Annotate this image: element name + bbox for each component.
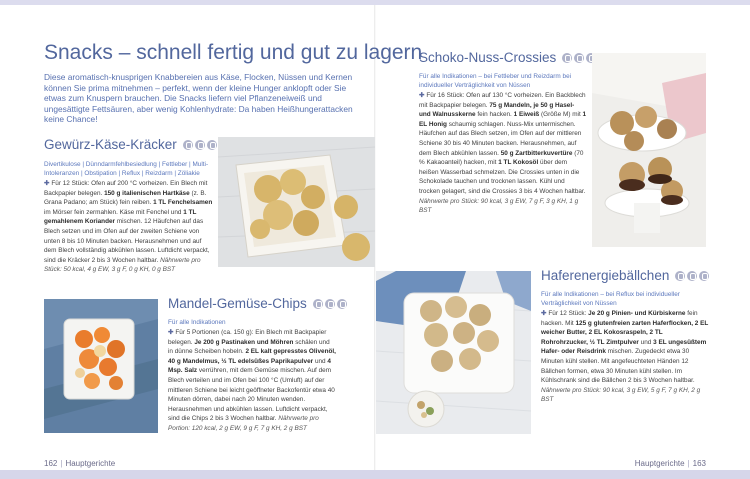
recipe-heading-chips [168,296,347,311]
section-label: Hauptgerichte [65,459,116,468]
storage-jar-icon [687,271,697,281]
recipe-body-chips: ✚ Für 5 Portionen (ca. 150 g): Ein Blech mit Backpapier belegen. Je 200 g Pastinaken und Möhren schälen und in dünne Scheiben hobeln. 2 EL kalt gepresstes Olivenöl, 40 g Mandelmus, ½ TL edelsüßes Paprikapulver und 4 Msp. Salz verrühren, mit dem Gemüse mischen. Auf dem Blech verteilen und im Ofen bei 100 °C (Umluft) auf der mittleren Schiene bei leicht geöffneter Backofentür etwa 40 Minuten dörren, dabei nach 20 Minuten wenden. Herausnehmen und abkühlen lassen. Luftdicht verpackt, sind die Chips 2 bis 3 Wochen haltbar. Nährwerte pro Portion: 120 kcal, 2 g EW, 9 g F, 7 g KH, 2 g BST [168,329,336,432]
recipe-body-crossies: ✚ Für 16 Stück: Ofen auf 130 °C vorheizen. Ein Backblech mit Backpapier belegen. 75 g Mandeln, je 50 g Hasel- und Walnusskerne fein hacken. 1 Eiweiß (Größe M) mit 1 EL Honig schaumig schlagen. Nuss-Mix untermischen. Häufchen auf das Blech setzen, im Ofen auf der mittleren Schiene 30 bis 40 Minuten backen. Herausnehmen, auf dem Blech abkühlen lassen. 50 g Zartbitterkuvertüre (70 % Kakaoanteil) hacken, mit 1 TL Kokosöl über dem heißen Wasserbad schmelzen. Die Crossies unten in die Schokolade tauchen und trocknen lassen. Kühl und trocken gelagert, sind die Crossies 3 bis 4 Wochen haltbar. Nährwerte pro Stück: 90 kcal, 3 g EW, 7 g F, 3 g KH, 1 g BST [419,92,587,215]
footer-left [44,459,115,468]
section-label: Hauptgerichte [634,459,685,468]
recipe-body-kraecker: ✚ Für 12 Stück: Ofen auf 200 °C vorheizen. Ein Blech mit Backpapier belegen. 150 g italienischen Hartkäse (z. B. Grana Padano; am Stück) fein reiben. 1 TL Fenchelsamen im Mörser fein zermahlen. Käse mit Fenchel und 1 TL gemahlenem Koriander mischen. 12 Häufchen auf das Blech setzen und im Ofen auf der zweiten Schiene von unten 8 bis 10 Minuten backen. Herausnehmen und auf dem Blech vollständig abkühlen lassen. Luftdicht verpackt, sind die Kräcker 2 bis 3 Wochen haltbar. Nährwerte pro Stück: 50 kcal, 4 g EW, 3 g F, 0 g KH, 0 g BST [44,180,213,274]
plus-icon: ✚ [44,180,50,187]
page-title: Snacks – schnell fertig und gut zu lagern [44,41,423,64]
nutrition-info: Nährwerte pro Stück: 90 kcal, 3 g EW, 7 g F, 3 g KH, 1 g BST [419,197,579,215]
nutrition-info: Nährwerte pro Portion: 120 kcal, 2 g EW, 9 g F, 7 g KH, 2 g BST [168,415,319,432]
storage-jar-icon [195,140,205,150]
storage-jar-icon [675,271,685,281]
recipe-heading-baellchen [541,268,709,283]
recipe-heading-crossies [419,50,596,65]
intro-text: Diese aromatisch-knusprigen Knabbereien aus Käse, Flocken, Nüssen und Kernen können Sie prima mitnehmen – perfekt, wenn der kleine Hunger anklopft oder Sie etwas zum Knuspern brauchen. Die Snacks liefern viel Pflanzeneiweiß und ungesättigte Fettsäuren, aber wenig Kohlenhydrate: Da haben Heißhungerattacken keine Chance! [44,72,353,125]
recipe-title: Gewürz-Käse-Kräcker [44,137,177,152]
footer-separator: | [687,459,690,468]
oat-energy-balls-photo [376,271,531,434]
recipe-title: Mandel-Gemüse-Chips [168,296,307,311]
storage-jar-icon [313,299,323,309]
storage-jar-icon [325,299,335,309]
recipe-title: Schoko-Nuss-Crossies [419,50,557,65]
nutrition-info: Nährwerte pro Stück: 50 kcal, 4 g EW, 3 g F, 0 g KH, 0 g BST [44,256,201,274]
plus-icon: ✚ [419,92,425,99]
recipe-indications: Für alle Indikationen [168,319,226,326]
recipe-indications: Für alle Indikationen – bei Reflux bei individueller Verträglichkeit von Nüssen [541,291,680,308]
vegetable-chips-photo [44,299,158,433]
storage-jar-icon [207,140,217,150]
recipe-body-baellchen: ✚ Für 12 Stück: Je 20 g Pinien- und Kürbiskerne fein hacken. Mit 125 g glutenfreien zarten Haferflocken, 2 EL weicher Butter, 2 EL Kokosraspeln, 2 TL Rohrohrzucker, ½ TL Zimtpulver und 3 EL ungesüßtem Hafer- oder Reisdrink mischen. Zugedeckt etwa 30 Minuten kühl stellen. Mit angefeuchteten Händen 12 Bällchen formen, etwa 30 Minuten kühl stellen. Im Kühlschrank sind die Bällchen 2 bis 3 Wochen haltbar. Nährwerte pro Stück: 90 kcal, 3 g EW, 5 g F, 7 g KH, 2 g BST [541,310,709,404]
recipe-indications: Divertikulose | Dünndarmfehlbesiedlung | Fettleber | Multi-Intoleranzen | Obstipation | Reflux | Reizdarm | Zöliakie [44,161,209,178]
cheese-cracker-photo [218,137,375,267]
storage-jar-icon [574,53,584,63]
bottom-color-band [0,470,750,479]
footer-right [635,459,706,468]
recipe-title: Haferenergiebällchen [541,268,670,283]
nutrition-info: Nährwerte pro Stück: 90 kcal, 3 g EW, 5 g F, 7 g KH, 2 g BST [541,386,701,404]
plus-icon: ✚ [541,310,547,317]
nut-crossies-photo [592,53,706,247]
storage-jar-icon [337,299,347,309]
storage-jar-icon [562,53,572,63]
page-number: 163 [692,459,706,468]
storage-jar-icon [699,271,709,281]
recipe-indications: Für alle Indikationen – bei Fettleber und Reizdarm bei individueller Verträglichkeit von Nüssen [419,73,572,90]
recipe-heading-kraecker [44,137,229,152]
plus-icon: ✚ [168,329,174,336]
page-number: 162 [44,459,58,468]
storage-jar-icon [183,140,193,150]
footer-separator: | [60,459,63,468]
